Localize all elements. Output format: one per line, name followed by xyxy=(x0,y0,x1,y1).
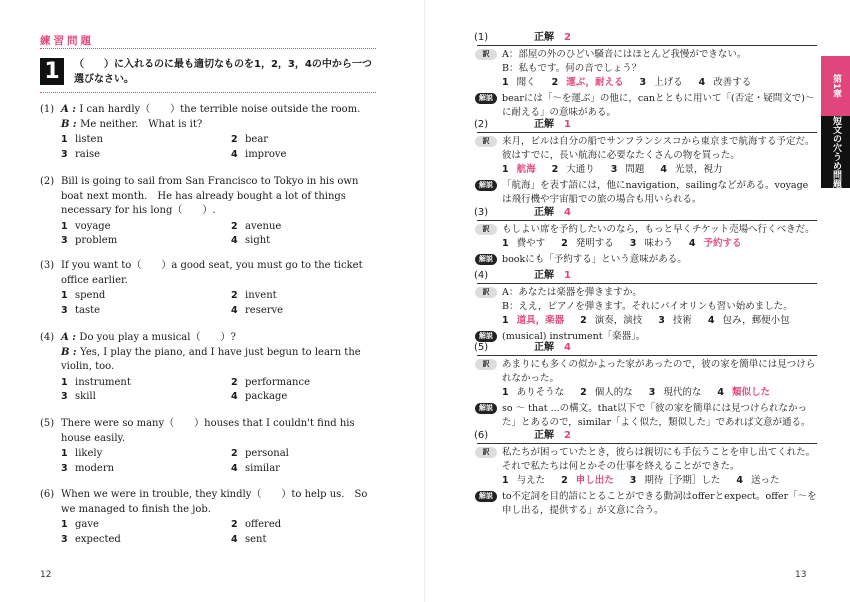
choice-item xyxy=(630,237,673,251)
option-number: 3 xyxy=(61,533,68,545)
question-sentence: There were so many（ ）houses that I couldn't find his house easily. xyxy=(61,418,355,444)
option-grid xyxy=(61,289,380,318)
option-text: sent xyxy=(245,533,267,545)
answer-option[interactable] xyxy=(231,462,401,477)
speaker-label: B : xyxy=(61,346,81,358)
choice-item xyxy=(580,386,633,400)
choice-number: 1 xyxy=(502,164,509,175)
question-line xyxy=(61,417,380,446)
option-number: 1 xyxy=(61,519,68,530)
question-line xyxy=(61,331,380,346)
option-number: 4 xyxy=(231,304,238,316)
answer-number: (6) xyxy=(474,429,489,441)
answer-option[interactable] xyxy=(61,533,231,548)
choice-item xyxy=(736,474,779,488)
explanation-row xyxy=(477,92,817,120)
question-text xyxy=(61,417,380,446)
right-page xyxy=(425,0,850,602)
option-number: 1 xyxy=(61,134,68,145)
side-tab-chapter: 第1章 xyxy=(821,56,850,116)
choice-number: 4 xyxy=(717,387,725,398)
choice-text: 航海 xyxy=(516,164,536,175)
question-item xyxy=(40,331,380,405)
option-text: likely xyxy=(75,448,103,459)
choice-number: 2 xyxy=(580,315,587,326)
question-item xyxy=(40,175,380,249)
explanation-tag: 解説 xyxy=(475,93,497,104)
answer-option[interactable] xyxy=(231,234,401,249)
explanation-row xyxy=(477,402,817,430)
translation-text xyxy=(502,446,817,474)
question-line xyxy=(61,488,380,517)
answer-option[interactable] xyxy=(61,447,231,462)
option-text: spend xyxy=(75,290,106,301)
choice-translations xyxy=(502,474,817,488)
choice-item xyxy=(502,386,564,400)
choice-number: 4 xyxy=(660,164,668,175)
answer-option[interactable] xyxy=(231,304,401,319)
question-sentence: Bill is going to sail from San Francisco to Tokyo in his own boat next month. He has already bought a lot of things necessary for his long（ ）. xyxy=(61,176,359,216)
choice-text: ありそうな xyxy=(516,387,565,398)
choice-text: 問題 xyxy=(625,164,645,175)
translation-row xyxy=(477,48,817,76)
choice-number: 2 xyxy=(551,77,559,88)
choice-text: 類似した xyxy=(732,387,771,398)
choice-item xyxy=(699,76,752,90)
option-number: 2 xyxy=(231,220,238,232)
question-line xyxy=(61,118,380,133)
option-number: 3 xyxy=(61,148,68,160)
option-text: sight xyxy=(245,235,271,246)
question-text xyxy=(61,488,380,517)
explanation-tag: 解説 xyxy=(475,491,497,502)
question-number: (5) xyxy=(40,418,55,429)
choice-number: 3 xyxy=(639,77,647,88)
translation-row xyxy=(477,358,817,386)
choice-number: 2 xyxy=(561,475,568,486)
option-text: improve xyxy=(245,148,287,160)
translation-tag: 訳 xyxy=(475,447,497,458)
choice-number: 2 xyxy=(561,238,568,249)
translation-text xyxy=(502,48,817,76)
question-line xyxy=(61,346,380,375)
choice-text: 発明する xyxy=(575,238,614,249)
translation-text xyxy=(502,358,817,386)
answer-option[interactable] xyxy=(231,133,401,148)
choice-translations xyxy=(502,314,817,328)
choice-number: 3 xyxy=(610,164,618,175)
choice-text: 期待［予期］した xyxy=(644,475,721,486)
choice-item xyxy=(708,314,790,328)
question-sentence: Me neither. What is it? xyxy=(80,118,203,130)
exercise-number-box: 1 xyxy=(40,58,64,85)
correct-answer: 2 xyxy=(564,31,571,43)
answer-option[interactable] xyxy=(61,518,231,533)
answer-block xyxy=(474,117,817,207)
question-number: (3) xyxy=(40,260,55,271)
correct-answer: 4 xyxy=(564,206,571,218)
answer-header xyxy=(474,268,817,284)
option-text: reserve xyxy=(245,304,284,316)
choice-text: 演奏，演技 xyxy=(594,315,643,326)
section-title: 練習問題 xyxy=(40,35,94,47)
correct-label: 正解 xyxy=(534,31,554,43)
explanation-text: bearには「～を運ぶ」の他に，canとともに用いて「(否定・疑問文で)～に耐える」の意味がある。 xyxy=(502,93,815,118)
choice-item xyxy=(502,237,545,251)
choice-text: 聞く xyxy=(516,77,536,88)
correct-choice xyxy=(502,314,564,328)
explanation-text: bookにも「予約する」という意味がある。 xyxy=(502,254,687,265)
question-item xyxy=(40,417,380,476)
correct-label: 正解 xyxy=(534,118,554,130)
option-text: expected xyxy=(75,533,121,545)
translation-line: もしよい席を予約したいのなら，もっと早くチケット売場へ行くべきだ。 xyxy=(502,224,815,235)
choice-number: 1 xyxy=(502,387,509,398)
choice-text: 改善する xyxy=(713,77,752,88)
translation-line: B：ええ，ピアノを弾きます。それにバイオリンも習い始めました。 xyxy=(502,301,793,312)
correct-label: 正解 xyxy=(534,341,554,353)
question-line xyxy=(61,103,380,118)
choice-text: 送った xyxy=(751,475,780,486)
dotted-divider-bottom xyxy=(40,92,376,93)
choice-number: 4 xyxy=(688,238,696,249)
option-text: performance xyxy=(245,376,311,388)
option-number: 2 xyxy=(231,448,238,459)
answer-header xyxy=(474,428,817,444)
option-text: invent xyxy=(245,290,277,301)
correct-choice xyxy=(502,163,536,177)
question-item xyxy=(40,103,380,162)
translation-row xyxy=(477,223,817,237)
choice-number: 3 xyxy=(629,238,637,249)
choice-text: 運ぶ，耐える xyxy=(566,77,624,88)
page-number-left: 12 xyxy=(40,570,52,580)
option-number: 3 xyxy=(61,462,68,474)
answer-option[interactable] xyxy=(61,304,231,319)
correct-label: 正解 xyxy=(534,429,554,441)
choice-item xyxy=(561,237,614,251)
translation-line: あまりにも多くの似かよった家があったので，彼の家を簡単には見つけられなかった。 xyxy=(502,359,816,384)
answer-block xyxy=(474,340,817,430)
option-number: 3 xyxy=(61,235,68,246)
option-text: voyage xyxy=(75,220,111,232)
answer-number: (5) xyxy=(474,341,489,353)
choice-text: 上げる xyxy=(654,77,683,88)
answer-option[interactable] xyxy=(61,234,231,249)
choice-text: 個人的な xyxy=(594,387,633,398)
answer-option[interactable] xyxy=(231,518,401,533)
explanation-tag: 解説 xyxy=(475,331,497,342)
answer-block xyxy=(474,205,817,267)
option-number: 4 xyxy=(231,462,238,474)
option-number: 1 xyxy=(61,290,68,301)
answer-number: (2) xyxy=(474,118,489,130)
option-grid xyxy=(61,220,380,249)
question-text xyxy=(61,331,380,375)
option-number: 1 xyxy=(61,448,68,459)
question-sentence: I can hardly（ ）the terrible noise outside the room. xyxy=(79,104,361,115)
explanation-row xyxy=(477,179,817,207)
choice-text: 現代的な xyxy=(663,387,702,398)
answer-option[interactable] xyxy=(61,376,231,391)
answer-header xyxy=(474,30,817,46)
side-tab-title: 短文の穴うめ問題 xyxy=(821,116,850,188)
option-number: 4 xyxy=(231,533,238,545)
explanation-text: (musical) instrument「楽器」。 xyxy=(502,331,646,342)
option-number: 2 xyxy=(231,134,238,145)
question-item xyxy=(40,259,380,318)
correct-answer: 4 xyxy=(564,341,571,353)
translation-row xyxy=(477,135,817,163)
choice-number: 4 xyxy=(698,77,706,88)
answer-option[interactable] xyxy=(231,289,401,304)
explanation-text: so ～ that ...の構文。that以下で「彼の家を簡単には見つけられなかった」とあるので，similar「よく似た，類似した」であれば文意が通る。 xyxy=(502,403,811,428)
option-text: taste xyxy=(75,304,101,316)
option-text: skill xyxy=(75,391,96,402)
answer-option[interactable] xyxy=(231,533,401,548)
option-text: bear xyxy=(245,134,269,145)
answer-block xyxy=(474,268,817,344)
translation-line: A：部屋の外のひどい騒音にはほとんど我慢ができない。 xyxy=(502,49,747,60)
translation-line: A：あなたは楽器を弾きますか。 xyxy=(502,287,642,298)
translation-row xyxy=(477,446,817,474)
question-number: (4) xyxy=(40,332,55,343)
choice-text: 味わう xyxy=(644,238,673,249)
question-sentence: Do you play a musical（ ）? xyxy=(79,332,236,343)
translation-tag: 訳 xyxy=(475,224,497,235)
question-item xyxy=(40,488,380,547)
option-text: similar xyxy=(245,462,280,474)
answer-option[interactable] xyxy=(61,220,231,235)
choice-text: 技術 xyxy=(672,315,692,326)
choice-number: 1 xyxy=(502,77,509,88)
dotted-divider-top xyxy=(40,48,376,49)
choice-item xyxy=(552,163,595,177)
explanation-row xyxy=(477,253,817,267)
answer-option[interactable] xyxy=(61,289,231,304)
translation-text xyxy=(502,286,817,314)
choice-translations xyxy=(502,76,817,90)
correct-choice xyxy=(552,76,624,90)
option-text: offered xyxy=(245,519,282,530)
option-grid xyxy=(61,518,380,547)
choice-number: 1 xyxy=(502,238,509,249)
question-number: (2) xyxy=(40,176,55,187)
question-text xyxy=(61,175,380,219)
choice-item xyxy=(502,76,536,90)
option-number: 4 xyxy=(231,148,238,160)
choice-number: 3 xyxy=(648,387,656,398)
choice-item xyxy=(649,386,702,400)
option-text: personal xyxy=(245,448,289,459)
page-number-right: 13 xyxy=(795,570,807,580)
correct-choice xyxy=(561,474,614,488)
option-text: listen xyxy=(75,134,103,145)
question-sentence: If you want to（ ）a good seat, you must go to the ticket office earlier. xyxy=(61,260,363,286)
question-number: (6) xyxy=(40,489,55,500)
option-number: 3 xyxy=(61,304,68,316)
answer-option[interactable] xyxy=(231,390,401,405)
explanation-tag: 解説 xyxy=(475,403,497,414)
correct-label: 正解 xyxy=(534,206,554,218)
translation-tag: 訳 xyxy=(475,359,497,370)
choice-text: 包み，郵便小包 xyxy=(722,315,790,326)
question-sentence: Yes, I play the piano, and I have just begun to learn the violin, too. xyxy=(61,346,361,372)
choice-item xyxy=(611,163,645,177)
option-text: package xyxy=(245,391,288,402)
answer-option[interactable] xyxy=(231,148,401,163)
correct-choice xyxy=(717,386,770,400)
answer-number: (1) xyxy=(474,31,489,43)
translation-line: 私たちが困っていたとき，彼らは親切にも手伝うことを申し出てくれた。それで私たちは何とかその仕事を終えることができた。 xyxy=(502,447,816,472)
explanation-tag: 解説 xyxy=(475,180,497,191)
choice-item xyxy=(658,314,692,328)
choice-text: 申し出た xyxy=(575,475,614,486)
translation-tag: 訳 xyxy=(475,49,497,60)
correct-label: 正解 xyxy=(534,269,554,281)
choice-text: 与えた xyxy=(516,475,546,486)
answer-header xyxy=(474,340,817,356)
correct-choice xyxy=(689,237,742,251)
choice-item xyxy=(580,314,642,328)
translation-row xyxy=(477,286,817,314)
option-grid xyxy=(61,133,380,162)
answer-option[interactable] xyxy=(61,462,231,477)
answer-number: (3) xyxy=(474,206,489,218)
translation-text xyxy=(502,135,817,163)
option-text: modern xyxy=(75,462,115,474)
question-text xyxy=(61,103,380,132)
answer-option[interactable] xyxy=(231,376,401,391)
choice-item xyxy=(502,474,545,488)
option-text: problem xyxy=(75,235,118,246)
choice-translations xyxy=(502,163,817,177)
translation-tag: 訳 xyxy=(475,136,497,147)
translation-line: B：私もです。何の音でしょう？ xyxy=(502,63,642,74)
option-number: 1 xyxy=(61,376,68,388)
answer-option[interactable] xyxy=(61,148,231,163)
answer-header xyxy=(474,117,817,133)
explanation-text: 「航海」を表す語には，他にnavigation，sailingなどがある。voyageは飛行機や宇宙船での旅の場合も用いられる。 xyxy=(502,180,809,205)
answer-option[interactable] xyxy=(61,133,231,148)
answer-option[interactable] xyxy=(231,447,401,462)
choice-number: 3 xyxy=(629,475,637,486)
choice-number: 2 xyxy=(551,164,559,175)
answer-block xyxy=(474,428,817,518)
question-line xyxy=(61,175,380,219)
question-line xyxy=(61,259,380,288)
choice-item xyxy=(660,163,722,177)
option-text: instrument xyxy=(75,376,131,388)
explanation-row xyxy=(477,490,817,518)
choice-text: 道具，楽器 xyxy=(516,315,565,326)
correct-answer: 1 xyxy=(564,269,571,281)
choice-translations xyxy=(502,386,817,400)
option-number: 3 xyxy=(61,391,68,402)
choice-text: 光景，視力 xyxy=(675,164,723,175)
speaker-label: B : xyxy=(61,118,81,130)
option-grid xyxy=(61,447,380,476)
question-number: (1) xyxy=(40,104,55,115)
option-number: 2 xyxy=(231,519,238,530)
choice-number: 4 xyxy=(736,475,744,486)
option-number: 4 xyxy=(231,391,238,402)
option-grid xyxy=(61,376,380,405)
choice-item xyxy=(639,76,682,90)
answer-option[interactable] xyxy=(61,390,231,405)
translation-tag: 訳 xyxy=(475,287,497,298)
choice-translations xyxy=(502,237,817,251)
option-text: gave xyxy=(75,519,99,530)
correct-answer: 1 xyxy=(564,118,571,130)
option-text: avenue xyxy=(245,220,282,232)
choice-number: 4 xyxy=(707,315,715,326)
speaker-label: A : xyxy=(61,332,80,343)
choice-number: 3 xyxy=(658,315,665,326)
option-number: 1 xyxy=(61,220,68,232)
option-number: 2 xyxy=(231,376,238,388)
option-text: raise xyxy=(75,148,100,160)
question-text xyxy=(61,259,380,288)
explanation-text: to不定詞を目的語にとることができる動詞はofferとexpect。offer「～を申し出る，提供する」が文意に合う。 xyxy=(502,491,817,516)
correct-answer: 2 xyxy=(564,429,571,441)
explanation-tag: 解説 xyxy=(475,254,497,265)
answer-block xyxy=(474,30,817,120)
option-number: 2 xyxy=(231,290,238,301)
choice-number: 1 xyxy=(502,475,509,486)
translation-line: 来月，ビルは自分の船でサンフランシスコから東京まで航海する予定だ。彼はすでに，長い航海に必要なたくさんの物を買った。 xyxy=(502,136,815,161)
answer-header xyxy=(474,205,817,221)
question-sentence: When we were in trouble, they kindly（ ）to help us. So we managed to finish the job. xyxy=(61,489,368,515)
answer-number: (4) xyxy=(474,269,489,281)
choice-item xyxy=(630,474,721,488)
speaker-label: A : xyxy=(61,104,80,115)
option-number: 4 xyxy=(231,235,238,246)
choice-number: 1 xyxy=(502,315,509,326)
instruction-text: （ ）に入れるのに最も適切なものを1，2，3，4の中から一つ選びなさい。 xyxy=(74,59,372,85)
translation-text xyxy=(502,223,817,237)
choice-text: 予約する xyxy=(703,238,742,249)
choice-text: 大通り xyxy=(566,164,595,175)
choice-text: 費やす xyxy=(516,238,546,249)
choice-number: 2 xyxy=(580,387,587,398)
answer-option[interactable] xyxy=(231,220,401,235)
